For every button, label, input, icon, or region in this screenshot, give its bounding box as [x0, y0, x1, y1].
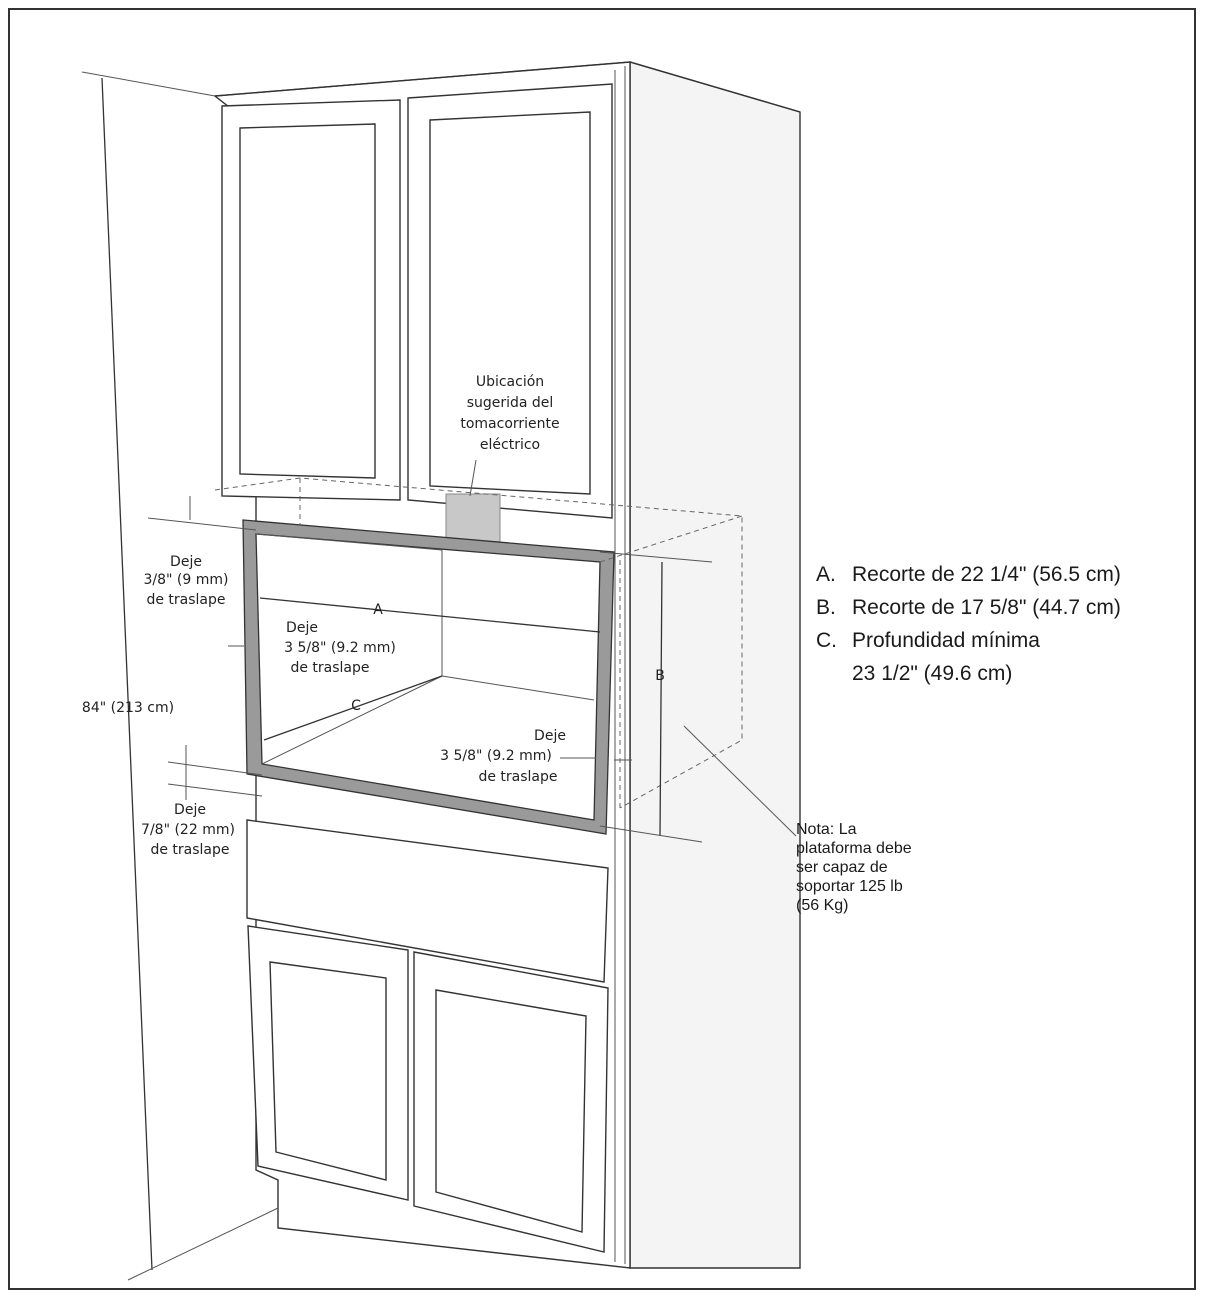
- bottom-overlap-label: [141, 802, 235, 858]
- lower-left-door-inset: [270, 962, 386, 1180]
- lower-right-door-inset: [436, 990, 586, 1232]
- top-overlap-label: [144, 554, 229, 608]
- svg-text:3/8" (9 mm): 3/8" (9 mm): [143, 572, 229, 588]
- legend-item-b: B. Recorte de 17 5/8" (44.7 cm): [816, 596, 1121, 619]
- svg-text:eléctrico: eléctrico: [479, 437, 541, 453]
- dim-b-label: B: [655, 668, 665, 684]
- height-dimension-line: [102, 78, 152, 1270]
- svg-text:de traslape: de traslape: [146, 592, 226, 608]
- legend-item-c-value: 23 1/2" (49.6 cm): [852, 662, 1013, 685]
- legend-item-c: C. Profundidad mínima: [816, 629, 1040, 652]
- svg-text:Deje: Deje: [286, 620, 318, 636]
- dim-a-label: A: [373, 602, 383, 618]
- cabinet-side-panel: [630, 62, 800, 1268]
- svg-text:de traslape: de traslape: [150, 842, 230, 858]
- legend-item-a: A. Recorte de 22 1/4" (56.5 cm): [816, 563, 1121, 586]
- dimension-legend: [816, 558, 1121, 690]
- svg-text:de traslape: de traslape: [478, 769, 558, 785]
- dim-c-label: C: [351, 698, 361, 714]
- svg-text:Deje: Deje: [534, 728, 566, 744]
- svg-text:Deje: Deje: [170, 554, 202, 570]
- svg-text:tomacorriente: tomacorriente: [460, 416, 560, 432]
- svg-text:Ubicación: Ubicación: [475, 374, 545, 390]
- svg-text:7/8" (22 mm): 7/8" (22 mm): [141, 822, 235, 838]
- svg-text:de traslape: de traslape: [290, 660, 370, 676]
- platform-note: Nota: La plataforma debe ser capaz de soportar 125 lb (56 Kg): [796, 821, 912, 914]
- svg-text:Deje: Deje: [174, 802, 206, 818]
- upper-left-door-inset: [240, 124, 375, 478]
- height-label: 84" (213 cm): [81, 700, 175, 716]
- svg-text:3 5/8" (9.2 mm): 3 5/8" (9.2 mm): [284, 640, 396, 656]
- svg-text:sugerida del: sugerida del: [466, 395, 554, 411]
- svg-text:3 5/8" (9.2 mm): 3 5/8" (9.2 mm): [440, 748, 552, 764]
